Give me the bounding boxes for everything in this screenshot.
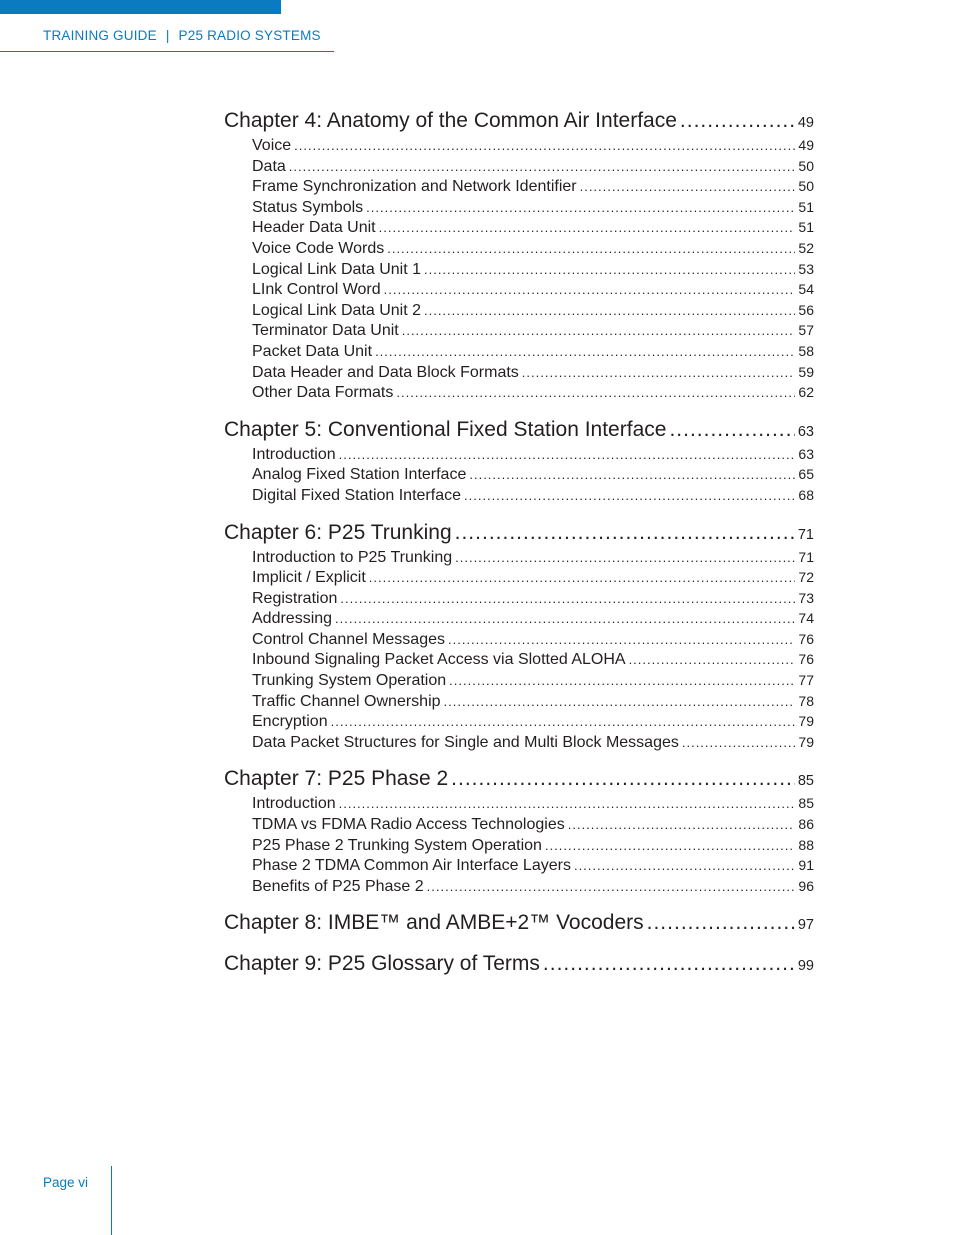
toc-section-entry-title: Inbound Signaling Packet Access via Slotted ALOHA <box>252 651 626 669</box>
header-title: P25 RADIO SYSTEMS <box>178 28 321 43</box>
toc-section-entry-page-number: 73 <box>798 589 814 606</box>
toc-section-entry[interactable] <box>224 341 814 362</box>
toc-section-entry[interactable] <box>224 217 814 238</box>
toc-section-entry-title: Voice <box>252 137 292 154</box>
toc-chapter-block <box>224 518 814 753</box>
dot-leader <box>647 908 795 937</box>
toc-chapter-entry-title: Chapter 5: Conventional Fixed Station Interface <box>224 417 667 441</box>
dot-leader <box>427 877 796 898</box>
toc-section-entry-page-number: 51 <box>798 198 814 215</box>
toc-chapter-entry-page-number: 85 <box>797 773 814 790</box>
dot-leader <box>384 280 796 301</box>
toc-section-entry-title: Voice Code Words <box>252 239 385 257</box>
toc-section-entry[interactable] <box>224 464 814 485</box>
dot-leader <box>451 764 795 793</box>
toc-chapter-entry-title: Chapter 7: P25 Phase 2 <box>224 767 449 791</box>
toc-section-entry[interactable] <box>224 649 814 670</box>
toc-section-entry-title: Data Packet Structures for Single and Multi Block Messages <box>252 733 679 751</box>
toc-section-entry[interactable] <box>224 238 814 259</box>
toc-section-entry-page-number: 77 <box>798 672 814 689</box>
dot-leader <box>444 692 796 713</box>
toc-section-entry[interactable] <box>224 588 814 609</box>
dot-leader <box>574 856 795 877</box>
toc-section-entry[interactable] <box>224 732 814 753</box>
toc-section-entry[interactable] <box>224 259 814 280</box>
toc-chapter-block <box>224 106 814 403</box>
running-header <box>43 28 321 43</box>
header-rule <box>0 51 334 52</box>
header-separator: | <box>165 28 170 43</box>
toc-section-entry-page-number: 51 <box>798 219 814 236</box>
dot-leader <box>522 363 796 384</box>
toc-chapter-entry[interactable] <box>224 908 814 937</box>
dot-leader <box>369 568 796 589</box>
toc-chapter-block <box>224 415 814 506</box>
dot-leader <box>455 518 795 547</box>
toc-section-entry-page-number: 50 <box>798 178 814 195</box>
dot-leader <box>455 548 795 569</box>
toc-section-entry-page-number: 74 <box>798 610 814 627</box>
header-accent-bar <box>0 0 281 14</box>
toc-section-entry[interactable] <box>224 711 814 732</box>
toc-section-entry-page-number: 50 <box>798 157 814 174</box>
dot-leader <box>464 486 795 507</box>
toc-chapter-entry[interactable] <box>224 518 814 547</box>
toc-section-entry-title: TDMA vs FDMA Radio Access Technologies <box>252 816 565 834</box>
toc-section-entry-page-number: 65 <box>798 466 814 483</box>
toc-section-entry[interactable] <box>224 362 814 383</box>
dot-leader <box>543 949 795 978</box>
toc-section-entry-title: Header Data Unit <box>252 219 376 237</box>
dot-leader <box>396 383 795 404</box>
toc-section-entry-page-number: 56 <box>798 301 814 318</box>
toc-section-entry-page-number: 49 <box>798 137 814 153</box>
page-number: Page vi <box>43 1175 89 1190</box>
toc-section-entry-page-number: 96 <box>798 877 814 894</box>
toc-chapter-block <box>224 764 814 896</box>
dot-leader <box>294 136 795 157</box>
toc-section-entry-title: Trunking System Operation <box>252 672 447 690</box>
toc-section-entry[interactable] <box>224 855 814 876</box>
toc-section-entry-title: Data Header and Data Block Formats <box>252 363 519 381</box>
toc-section-entry-page-number: 57 <box>798 322 814 339</box>
toc-chapter-entry-title: Chapter 8: IMBE™ and AMBE+2™ Vocoders <box>224 911 644 935</box>
toc-chapter-entry[interactable] <box>224 415 814 444</box>
toc-section-entry-title: Terminator Data Unit <box>252 322 399 340</box>
dot-leader <box>331 712 796 733</box>
toc-section-entry-page-number: 54 <box>798 281 814 298</box>
toc-section-entry-page-number: 62 <box>798 384 814 401</box>
dot-leader <box>340 589 795 610</box>
dot-leader <box>568 815 796 836</box>
toc-section-entry-page-number: 76 <box>798 630 814 647</box>
toc-section-entry-title: Analog Fixed Station Interface <box>252 466 467 484</box>
toc-section-entry[interactable] <box>224 691 814 712</box>
toc-section-entry-title: Packet Data Unit <box>252 342 373 360</box>
dot-leader <box>448 630 795 651</box>
dot-leader <box>449 671 795 692</box>
toc-section-entry[interactable] <box>224 156 814 177</box>
toc-section-entry-page-number: 71 <box>798 548 814 565</box>
toc-section-entry-page-number: 53 <box>798 260 814 277</box>
toc-section-entry-page-number: 86 <box>798 816 814 833</box>
toc-section-entry-page-number: 72 <box>798 569 814 586</box>
toc-section-entry-page-number: 91 <box>798 857 814 874</box>
toc-chapter-entry-page-number: 63 <box>797 423 814 440</box>
dot-leader <box>424 260 795 281</box>
toc-chapter-entry[interactable] <box>224 949 814 978</box>
toc-chapter-block <box>224 908 814 937</box>
toc-section-entry-title: Other Data Formats <box>252 384 394 402</box>
toc-section-entry-page-number: 59 <box>798 363 814 380</box>
toc-chapter-entry-page-number: 49 <box>797 115 814 131</box>
footer-rule <box>111 1166 112 1235</box>
toc-section-entry[interactable] <box>224 835 814 856</box>
toc-section-entry-page-number: 85 <box>798 795 814 812</box>
toc-section-entry[interactable] <box>224 567 814 588</box>
toc-section-entry-title: Traffic Channel Ownership <box>252 692 441 710</box>
dot-leader <box>339 445 796 466</box>
toc-chapter-entry-page-number: 71 <box>797 526 814 543</box>
toc-section-entry-title: Introduction <box>252 445 336 463</box>
toc-section-entry[interactable] <box>224 629 814 650</box>
dot-leader <box>375 342 795 363</box>
toc-section-entry-title: Digital Fixed Station Interface <box>252 486 461 504</box>
header-guide-label: TRAINING GUIDE <box>43 28 157 43</box>
toc-section-entry[interactable] <box>224 670 814 691</box>
toc-section-entry[interactable] <box>224 444 814 465</box>
toc-section-entry[interactable] <box>224 320 814 341</box>
dot-leader <box>629 650 796 671</box>
toc-chapter-entry-title: Chapter 4: Anatomy of the Common Air Interface <box>224 109 677 132</box>
toc-section-entry-page-number: 63 <box>798 445 814 462</box>
toc-section-entry-title: Frame Synchronization and Network Identifier <box>252 178 577 196</box>
dot-leader <box>545 836 795 857</box>
toc-section-entry-title: Logical Link Data Unit 2 <box>252 301 421 319</box>
dot-leader <box>402 321 796 342</box>
toc-section-entry-title: Addressing <box>252 610 333 628</box>
dot-leader <box>379 218 796 239</box>
toc-section-entry-title: Implicit / Explicit <box>252 569 366 587</box>
toc-section-entry-title: Introduction to P25 Trunking <box>252 548 453 566</box>
toc-section-entry-title: Phase 2 TDMA Common Air Interface Layers <box>252 857 571 875</box>
dot-leader <box>424 301 795 322</box>
toc-section-entry[interactable] <box>224 197 814 218</box>
dot-leader <box>335 609 795 630</box>
toc-section-entry-page-number: 68 <box>798 486 814 503</box>
dot-leader <box>580 177 796 198</box>
dot-leader <box>669 415 794 444</box>
toc-section-entry[interactable] <box>224 176 814 197</box>
toc-section-entry[interactable] <box>224 279 814 300</box>
dot-leader <box>339 794 796 815</box>
dot-leader <box>469 465 795 486</box>
toc-chapter-entry-page-number: 99 <box>797 958 814 975</box>
toc-section-entry[interactable] <box>224 300 814 321</box>
dot-leader <box>366 198 795 219</box>
toc-section-entry-page-number: 52 <box>798 239 814 256</box>
toc-section-entry-page-number: 76 <box>798 651 814 668</box>
toc-section-entry[interactable] <box>224 814 814 835</box>
dot-leader <box>387 239 795 260</box>
toc-section-entry-title: Introduction <box>252 795 336 813</box>
toc-chapter-block <box>224 949 814 978</box>
toc-section-entry-title: Encryption <box>252 713 328 731</box>
toc-section-entry[interactable] <box>224 135 814 156</box>
toc-section-entry-page-number: 88 <box>798 836 814 853</box>
toc-section-entry[interactable] <box>224 547 814 568</box>
dot-leader <box>682 733 796 754</box>
toc-section-entry-title: Registration <box>252 589 338 607</box>
table-of-contents <box>224 106 814 990</box>
dot-leader <box>680 106 795 135</box>
toc-chapter-entry-title: Chapter 6: P25 Trunking <box>224 520 452 544</box>
toc-section-entry-page-number: 79 <box>798 733 814 750</box>
toc-chapter-entry-title: Chapter 9: P25 Glossary of Terms <box>224 952 540 976</box>
toc-section-entry[interactable] <box>224 485 814 506</box>
toc-section-entry-page-number: 78 <box>798 692 814 709</box>
toc-section-entry[interactable] <box>224 793 814 814</box>
toc-chapter-entry[interactable] <box>224 764 814 793</box>
toc-section-entry-title: Benefits of P25 Phase 2 <box>252 877 424 895</box>
toc-section-entry-title: Control Channel Messages <box>252 630 445 648</box>
toc-section-entry[interactable] <box>224 608 814 629</box>
toc-section-entry-title: Status Symbols <box>252 198 364 216</box>
toc-section-entry-title: Logical Link Data Unit 1 <box>252 260 421 278</box>
toc-section-entry[interactable] <box>224 382 814 403</box>
toc-section-entry-page-number: 58 <box>798 342 814 359</box>
dot-leader <box>289 157 796 178</box>
toc-chapter-entry-page-number: 97 <box>797 917 814 934</box>
toc-section-entry-title: P25 Phase 2 Trunking System Operation <box>252 836 542 854</box>
toc-section-entry-page-number: 79 <box>798 713 814 730</box>
toc-section-entry-title: Data <box>252 157 286 175</box>
toc-chapter-entry[interactable] <box>224 106 814 135</box>
toc-section-entry[interactable] <box>224 876 814 897</box>
toc-section-entry-title: LInk Control Word <box>252 281 381 299</box>
